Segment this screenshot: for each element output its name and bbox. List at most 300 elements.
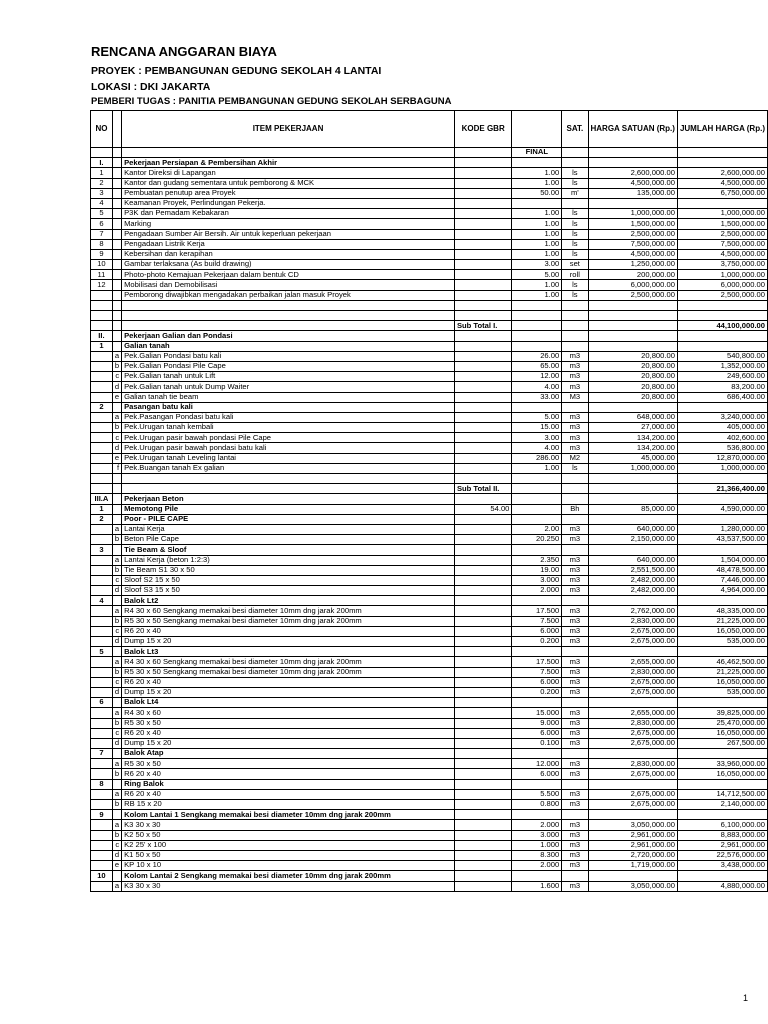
table-cell: 3,050,000.00 (588, 820, 677, 830)
table-cell: a (112, 881, 121, 891)
table-cell: 8,883,000.00 (677, 830, 767, 840)
table-cell: 83,200.00 (677, 382, 767, 392)
table-cell: 9 (91, 249, 113, 259)
table-cell: c (112, 372, 121, 382)
table-cell: 2,961,000.00 (588, 830, 677, 840)
table-cell (454, 596, 511, 606)
table-cell (562, 402, 588, 412)
table-row (91, 239, 768, 249)
table-row (91, 769, 768, 779)
table-row (91, 535, 768, 545)
table-cell (91, 800, 113, 810)
table-cell (454, 351, 511, 361)
table-cell: d (112, 637, 121, 647)
table-cell: Memotong Pile (122, 504, 455, 514)
table-row (91, 565, 768, 575)
table-cell (112, 188, 121, 198)
table-cell: 3 (91, 188, 113, 198)
table-cell: 26.00 (512, 351, 562, 361)
table-cell: 17.500 (512, 606, 562, 616)
table-cell (562, 514, 588, 524)
table-cell: 9.000 (512, 718, 562, 728)
table-cell (112, 402, 121, 412)
table-cell: 4 (91, 198, 113, 208)
table-cell: b (112, 535, 121, 545)
table-cell: R6 20 x 40 (122, 769, 455, 779)
table-row (91, 616, 768, 626)
table-cell (512, 198, 562, 208)
table-cell (512, 545, 562, 555)
table-cell: Pek.Galian tanah untuk Dump Waiter (122, 382, 455, 392)
col-no: NO (91, 111, 113, 148)
table-cell: 540,800.00 (677, 351, 767, 361)
table-cell (677, 331, 767, 341)
table-cell: 6.000 (512, 769, 562, 779)
table-cell (454, 433, 511, 443)
table-cell: Tie Beam & Sloof (122, 545, 455, 555)
table-cell (677, 545, 767, 555)
table-cell: 6 (91, 698, 113, 708)
table-cell (91, 708, 113, 718)
table-cell: c (112, 626, 121, 636)
table-cell (112, 270, 121, 280)
table-cell (112, 158, 121, 168)
table-row (91, 524, 768, 534)
table-cell (112, 249, 121, 259)
table-cell (677, 779, 767, 789)
table-cell (454, 453, 511, 463)
table-cell: Pekerjaan Galian dan Pondasi (122, 331, 455, 341)
table-cell (91, 474, 113, 484)
table-cell: m3 (562, 840, 588, 850)
table-cell (562, 749, 588, 759)
table-cell (454, 402, 511, 412)
table-cell: Poor - PILE CAPE (122, 514, 455, 524)
table-row (91, 698, 768, 708)
table-row (91, 463, 768, 473)
table-row (91, 260, 768, 270)
table-cell: 3 (91, 545, 113, 555)
table-cell (112, 290, 121, 300)
table-cell (454, 535, 511, 545)
table-cell (91, 586, 113, 596)
table-cell: Sloof S3 15 x 50 (122, 586, 455, 596)
table-cell (454, 850, 511, 860)
table-cell (91, 524, 113, 534)
table-cell: K3 30 x 30 (122, 820, 455, 830)
col-item: ITEM PEKERJAAN (122, 111, 455, 148)
table-cell: 402,600.00 (677, 433, 767, 443)
table-cell: R4 30 x 60 (122, 708, 455, 718)
table-cell: 2,675,000.00 (588, 637, 677, 647)
table-cell: ls (562, 168, 588, 178)
table-cell (91, 433, 113, 443)
table-cell: 249,600.00 (677, 372, 767, 382)
table-cell: 2,675,000.00 (588, 677, 677, 687)
table-cell (677, 341, 767, 351)
table-row (91, 453, 768, 463)
table-cell (91, 484, 113, 494)
table-cell: 536,800.00 (677, 443, 767, 453)
table-row (91, 830, 768, 840)
table-cell: 6,000,000.00 (677, 280, 767, 290)
table-cell (112, 749, 121, 759)
table-cell: Pek.Galian Pondasi Pile Cape (122, 361, 455, 371)
table-cell (454, 198, 511, 208)
table-cell (677, 311, 767, 321)
table-cell (562, 474, 588, 484)
table-cell: 1.00 (512, 463, 562, 473)
table-cell: m3 (562, 586, 588, 596)
table-cell: 2,830,000.00 (588, 759, 677, 769)
table-cell: 16,050,000.00 (677, 677, 767, 687)
table-cell: m3 (562, 535, 588, 545)
table-row (91, 861, 768, 871)
table-row (91, 800, 768, 810)
table-cell: 45,000.00 (588, 453, 677, 463)
table-cell: 10 (91, 260, 113, 270)
table-cell: Beton Pile Cape (122, 535, 455, 545)
table-cell: b (112, 423, 121, 433)
table-cell (512, 311, 562, 321)
table-cell: R5 30 x 50 (122, 759, 455, 769)
table-cell: m3 (562, 687, 588, 697)
table-cell: Balok Lt3 (122, 647, 455, 657)
table-cell: 1.600 (512, 881, 562, 891)
table-cell (112, 504, 121, 514)
table-cell: b (112, 361, 121, 371)
table-cell: Tie Beam S1 30 x 50 (122, 565, 455, 575)
table-cell: 5 (91, 647, 113, 657)
table-cell: 4,880,000.00 (677, 881, 767, 891)
table-cell: 3,750,000.00 (677, 260, 767, 270)
table-cell: a (112, 524, 121, 534)
table-cell: 1,000,000.00 (588, 463, 677, 473)
table-cell (677, 871, 767, 881)
table-cell: 4,500,000.00 (588, 249, 677, 259)
table-cell: m3 (562, 830, 588, 840)
table-cell (677, 474, 767, 484)
table-cell (562, 647, 588, 657)
table-cell: 1.00 (512, 178, 562, 188)
table-cell: 1,500,000.00 (588, 219, 677, 229)
table-cell: III.A (91, 494, 113, 504)
table-cell (677, 810, 767, 820)
table-row (91, 810, 768, 820)
table-cell (91, 637, 113, 647)
table-cell (588, 871, 677, 881)
table-row (91, 300, 768, 310)
table-row (91, 759, 768, 769)
table-cell (512, 647, 562, 657)
table-cell: 1,280,000.00 (677, 524, 767, 534)
table-cell (91, 626, 113, 636)
table-cell (588, 311, 677, 321)
table-cell (91, 382, 113, 392)
table-cell: Lantai Kerja (122, 524, 455, 534)
table-cell: 19.00 (512, 565, 562, 575)
table-cell (91, 667, 113, 677)
col-sat: SAT. (562, 111, 588, 148)
table-cell: Pek.Urugan pasir bawah pondasi batu kali (122, 443, 455, 453)
table-cell: 4.00 (512, 443, 562, 453)
table-cell: 3.00 (512, 260, 562, 270)
table-cell (677, 596, 767, 606)
table-cell: 2,500,000.00 (588, 290, 677, 300)
table-cell (122, 321, 455, 331)
table-cell: 2,675,000.00 (588, 626, 677, 636)
table-cell: 2,830,000.00 (588, 718, 677, 728)
table-cell: 9 (91, 810, 113, 820)
table-cell: ls (562, 229, 588, 239)
table-cell (454, 463, 511, 473)
project-line: PROYEK : PEMBANGUNAN GEDUNG SEKOLAH 4 LANTAI (91, 65, 382, 77)
table-cell (454, 168, 511, 178)
table-row (91, 158, 768, 168)
table-cell (454, 718, 511, 728)
table-cell (454, 311, 511, 321)
table-cell: M3 (562, 392, 588, 402)
table-cell (112, 698, 121, 708)
table-cell (454, 830, 511, 840)
table-cell: 85,000.00 (588, 504, 677, 514)
table-row (91, 392, 768, 402)
table-cell (454, 209, 511, 219)
table-cell: 8.300 (512, 850, 562, 860)
table-cell: 2.000 (512, 586, 562, 596)
table-cell (454, 443, 511, 453)
table-row (91, 188, 768, 198)
table-cell (91, 321, 113, 331)
table-row (91, 637, 768, 647)
table-cell (454, 412, 511, 422)
table-cell: Balok Lt4 (122, 698, 455, 708)
table-cell (112, 484, 121, 494)
table-cell: 22,576,000.00 (677, 850, 767, 860)
table-cell (454, 423, 511, 433)
table-cell: K3 30 x 30 (122, 881, 455, 891)
table-cell: 16,050,000.00 (677, 769, 767, 779)
table-row (91, 311, 768, 321)
table-cell (91, 361, 113, 371)
table-cell: 12.00 (512, 372, 562, 382)
table-cell: Pasangan batu kali (122, 402, 455, 412)
table-cell (454, 158, 511, 168)
table-cell: 1 (91, 504, 113, 514)
table-cell: K2 25' x 100 (122, 840, 455, 850)
table-row (91, 270, 768, 280)
table-cell: m3 (562, 565, 588, 575)
table-cell (91, 881, 113, 891)
table-cell: 2,675,000.00 (588, 728, 677, 738)
table-cell (454, 810, 511, 820)
table-row (91, 341, 768, 351)
table-cell (588, 647, 677, 657)
table-cell: 2,500,000.00 (588, 229, 677, 239)
table-cell: Sloof S2 15 x 50 (122, 575, 455, 585)
table-row (91, 677, 768, 687)
table-cell: 2,551,500.00 (588, 565, 677, 575)
table-cell: 2,600,000.00 (588, 168, 677, 178)
table-cell: 2 (91, 178, 113, 188)
table-cell: Dump 15 x 20 (122, 687, 455, 697)
table-cell (91, 850, 113, 860)
table-row (91, 708, 768, 718)
table-cell (91, 820, 113, 830)
table-cell: 1,000,000.00 (677, 463, 767, 473)
table-cell: 2,720,000.00 (588, 850, 677, 860)
table-cell: Dump 15 x 20 (122, 637, 455, 647)
table-cell: 6 (91, 219, 113, 229)
table-row (91, 555, 768, 565)
table-cell: Pek.Urugan tanah kembali (122, 423, 455, 433)
table-row (91, 545, 768, 555)
table-cell: 6,100,000.00 (677, 820, 767, 830)
table-cell: Gambar terlaksana (As build drawing) (122, 260, 455, 270)
table-cell: 33,960,000.00 (677, 759, 767, 769)
table-cell: 4.00 (512, 382, 562, 392)
table-cell (454, 474, 511, 484)
table-cell: 1,000,000.00 (677, 270, 767, 280)
table-cell: 1,719,000.00 (588, 861, 677, 871)
table-cell (677, 158, 767, 168)
table-cell: m3 (562, 351, 588, 361)
table-cell: a (112, 351, 121, 361)
table-cell: Keamanan Proyek, Perlindungan Pekerja. (122, 198, 455, 208)
table-cell: ls (562, 219, 588, 229)
table-cell: 48,478,500.00 (677, 565, 767, 575)
table-cell (91, 738, 113, 748)
table-cell (112, 280, 121, 290)
table-cell: Sub Total I. (454, 321, 511, 331)
table-cell (91, 657, 113, 667)
table-cell (112, 239, 121, 249)
table-row (91, 718, 768, 728)
table-cell: 2.00 (512, 524, 562, 534)
table-row (91, 229, 768, 239)
table-cell (512, 341, 562, 351)
table-cell: 12 (91, 280, 113, 290)
table-cell: c (112, 575, 121, 585)
table-cell (112, 474, 121, 484)
table-cell: M2 (562, 453, 588, 463)
table-cell: 20,800.00 (588, 361, 677, 371)
table-cell: I. (91, 158, 113, 168)
table-cell: f (112, 463, 121, 473)
table-cell: 1.00 (512, 290, 562, 300)
table-cell (588, 749, 677, 759)
table-cell (91, 830, 113, 840)
table-cell: 8 (91, 239, 113, 249)
table-cell: Pek.Galian Pondasi batu kali (122, 351, 455, 361)
table-cell (91, 463, 113, 473)
table-cell: d (112, 586, 121, 596)
table-row (91, 249, 768, 259)
table-cell: 6.000 (512, 626, 562, 636)
table-cell: 1,000,000.00 (588, 209, 677, 219)
table-cell: 8 (91, 779, 113, 789)
table-cell (512, 494, 562, 504)
table-cell (512, 810, 562, 820)
table-cell: m3 (562, 667, 588, 677)
table-cell: 1.00 (512, 168, 562, 178)
table-cell: 1,500,000.00 (677, 219, 767, 229)
table-cell: 267,500.00 (677, 738, 767, 748)
table-cell: 2,961,000.00 (588, 840, 677, 850)
table-cell (512, 474, 562, 484)
table-cell (454, 626, 511, 636)
table-cell: 2,675,000.00 (588, 738, 677, 748)
table-cell (562, 596, 588, 606)
table-cell: 2 (91, 514, 113, 524)
table-cell: m3 (562, 626, 588, 636)
table-row (91, 871, 768, 881)
table-cell (112, 779, 121, 789)
table-cell (454, 270, 511, 280)
table-cell: a (112, 759, 121, 769)
table-cell: ls (562, 290, 588, 300)
table-cell: Pek.Buangan tanah Ex galian (122, 463, 455, 473)
table-cell (588, 321, 677, 331)
table-cell (562, 341, 588, 351)
table-cell: 20,800.00 (588, 382, 677, 392)
table-cell (112, 219, 121, 229)
table-cell (454, 524, 511, 534)
table-cell (562, 698, 588, 708)
table-cell (91, 555, 113, 565)
table-cell (454, 779, 511, 789)
table-cell (112, 198, 121, 208)
table-cell: 54.00 (454, 504, 511, 514)
table-cell (562, 311, 588, 321)
table-cell (588, 484, 677, 494)
table-cell (454, 300, 511, 310)
table-cell (112, 514, 121, 524)
table-row (91, 351, 768, 361)
table-cell: a (112, 708, 121, 718)
table-cell (112, 545, 121, 555)
table-cell: RB 15 x 20 (122, 800, 455, 810)
table-cell (454, 341, 511, 351)
table-cell: b (112, 769, 121, 779)
table-cell (112, 871, 121, 881)
table-cell: 134,200.00 (588, 443, 677, 453)
table-cell (454, 219, 511, 229)
table-cell: 2,482,000.00 (588, 575, 677, 585)
table-cell: 640,000.00 (588, 555, 677, 565)
table-cell (91, 718, 113, 728)
table-cell (112, 178, 121, 188)
table-cell: m3 (562, 524, 588, 534)
table-cell: Kebersihan dan kerapihan (122, 249, 455, 259)
table-cell: R5 30 x 50 (122, 718, 455, 728)
table-cell: Sub Total II. (454, 484, 511, 494)
table-cell (91, 789, 113, 799)
table-cell (454, 677, 511, 687)
table-cell (512, 698, 562, 708)
table-cell: 1.00 (512, 239, 562, 249)
table-cell: 1.00 (512, 209, 562, 219)
table-cell (677, 749, 767, 759)
table-cell (677, 148, 767, 158)
table-cell: 2,762,000.00 (588, 606, 677, 616)
table-cell: d (112, 687, 121, 697)
table-cell: m3 (562, 769, 588, 779)
table-cell: 648,000.00 (588, 412, 677, 422)
table-row (91, 423, 768, 433)
page-number: 1 (742, 993, 748, 1003)
table-cell (588, 474, 677, 484)
